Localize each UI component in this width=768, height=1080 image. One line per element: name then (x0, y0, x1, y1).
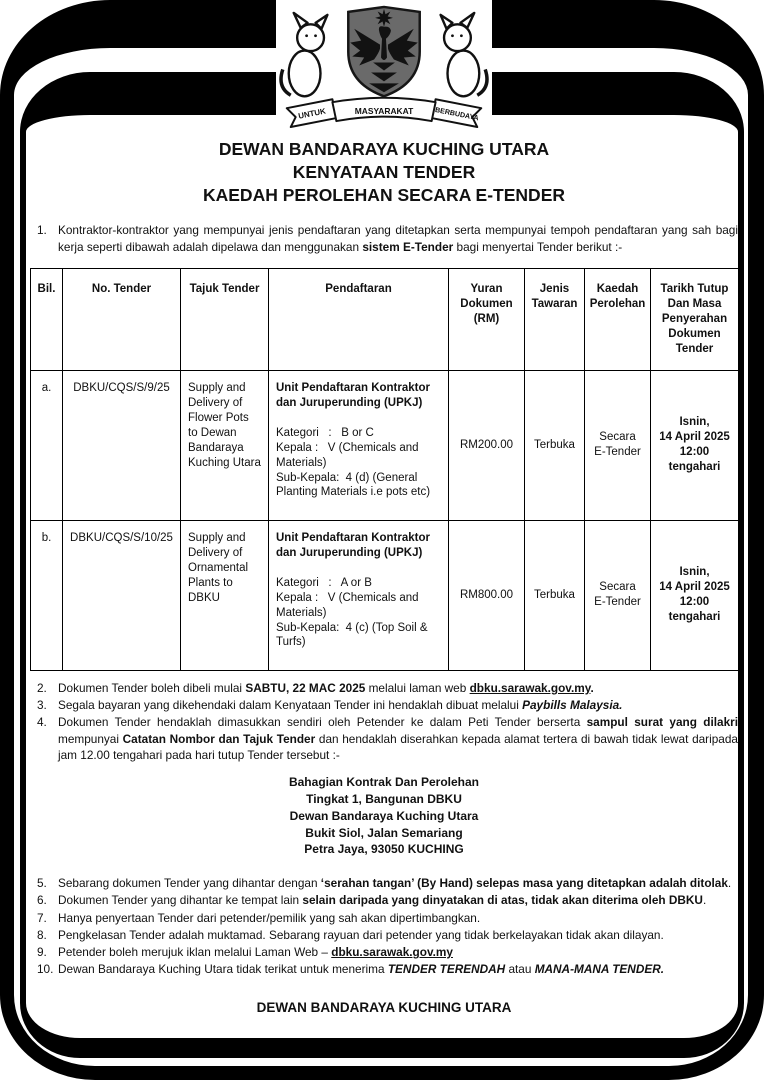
cell-tajuk: Supply and Delivery of Flower Pots to Dewan Bandaraya Kuching Utara (181, 370, 269, 520)
col-header-kaedah: Kaedah Perolehan (585, 268, 651, 370)
cell-tarikh: Isnin, 14 April 2025 12:00 tengahari (651, 370, 739, 520)
motto-left-text: UNTUK (297, 106, 327, 121)
city-crest (276, 0, 492, 129)
clause-6 (30, 892, 738, 908)
web-link[interactable]: dbku.sarawak.gov.my (331, 945, 453, 960)
clause-5 (30, 875, 738, 891)
col-header-tarikh: Tarikh Tutup Dan Masa Penyerahan Dokumen Tender (651, 268, 739, 370)
cell-bil: a. (31, 370, 63, 520)
cell-bil: b. (31, 520, 63, 670)
notes-5-to-10 (30, 875, 738, 978)
clause-7 (30, 910, 738, 926)
clause-1 (30, 222, 738, 255)
cell-tarikh: Isnin, 14 April 2025 12:00 tengahari (651, 520, 739, 670)
clause-number: 10. (37, 962, 54, 977)
clause-text: Hanya penyertaan Tender dari petender/pemilik yang sah akan dipertimbangkan. (58, 910, 481, 925)
cell-yuran: RM800.00 (449, 520, 525, 670)
table-header-row (31, 268, 739, 370)
document-title (30, 138, 738, 207)
cell-yuran: RM200.00 (449, 370, 525, 520)
cell-kaedah: Secara E-Tender (585, 520, 651, 670)
col-header-bil: Bil. (31, 268, 63, 370)
clause-text: Dokumen Tender hendaklah dimasukkan sendiri oleh Petender ke dalam Peti Tender berserta sampul surat yang dilakri mempunyai Catatan Nombor dan Tajuk Tender dan hendaklah diserahkan kepada alamat tertera di bawah tidak lewat daripada jam 12.00 tengahari pada hari tutup Tender tersebut :- (58, 715, 738, 762)
title-line-1: DEWAN BANDARAYA KUCHING UTARA (218, 139, 550, 159)
clause-number: 3. (37, 698, 47, 713)
clause-text: Pengkelasan Tender adalah muktamad. Sebarang rayuan dari petender yang tidak berkelayakan tidak akan dilayan. (58, 927, 664, 942)
clause-8 (30, 927, 738, 943)
table-row-a (31, 370, 739, 520)
address-line: Bukit Siol, Jalan Semariang (305, 825, 463, 840)
clause-number: 5. (37, 876, 47, 891)
clause-number: 1. (37, 223, 47, 238)
clause-number: 6. (37, 893, 47, 908)
address-line: Dewan Bandaraya Kuching Utara (289, 808, 479, 823)
cell-jenis: Terbuka (525, 520, 585, 670)
clause-text: Dokumen Tender yang dihantar ke tempat lain selain daripada yang dinyatakan di atas, tidak akan diterima oleh DBKU. (58, 893, 707, 908)
cell-tajuk: Supply and Delivery of Ornamental Plants to DBKU (181, 520, 269, 670)
clause-text: Kontraktor-kontraktor yang mempunyai jenis pendaftaran yang ditetapkan serta mempunyai tempoh pendaftaran yang sah bagi kerja seperti dibawah adalah dipelawa dan menggunakan sistem E-Tender bagi menyertai Tender berikut :- (58, 223, 738, 254)
pendaftaran-kategori: Kategori : A or B (276, 576, 372, 589)
cell-pendaftaran (269, 520, 449, 670)
web-link[interactable]: dbku.sarawak.gov.my (469, 680, 591, 695)
pendaftaran-sub-kepala: Sub-Kepala: 4 (d) (General Planting Materials i.e pots etc) (276, 471, 431, 499)
clause-4 (30, 714, 738, 763)
pendaftaran-kepala: Kepala : V (Chemicals and Materials) (276, 591, 422, 619)
cat-right-icon (441, 13, 487, 96)
shield-icon (348, 7, 419, 96)
pendaftaran-kepala: Kepala : V (Chemicals and Materials) (276, 441, 422, 469)
cell-jenis: Terbuka (525, 370, 585, 520)
col-header-jenis: Jenis Tawaran (525, 268, 585, 370)
title-line-2: KENYATAAN TENDER (292, 162, 476, 183)
clause-text: Sebarang dokumen Tender yang dihantar dengan ‘serahan tangan’ (By Hand) selepas masa yang ditetapkan adalah ditolak. (58, 876, 732, 891)
title-line-3: KAEDAH PEROLEHAN SECARA E-TENDER (202, 185, 565, 206)
address-line: Bahagian Kontrak Dan Perolehan (288, 775, 480, 790)
pendaftaran-unit: Unit Pendaftaran Kontraktor dan Juruperunding (UPKJ) (276, 531, 430, 559)
clause-number: 2. (37, 680, 47, 695)
col-header-pendaftaran: Pendaftaran (269, 268, 449, 370)
clause-9 (30, 944, 738, 960)
motto-center-text: MASYARAKAT (354, 106, 414, 117)
clause-text: Petender boleh merujuk iklan melalui Laman Web – dbku.sarawak.gov.my (58, 945, 453, 960)
pendaftaran-unit: Unit Pendaftaran Kontraktor dan Juruperunding (UPKJ) (276, 381, 430, 409)
cell-kaedah: Secara E-Tender (585, 370, 651, 520)
clause-number: 4. (37, 715, 47, 730)
clause-number: 7. (37, 910, 47, 925)
star-icon (375, 9, 393, 27)
col-header-yuran: Yuran Dokumen (RM) (449, 268, 525, 370)
clause-3 (30, 697, 738, 713)
clause-10 (30, 961, 738, 977)
address-line: Petra Jaya, 93050 KUCHING (304, 842, 464, 857)
city-crest-graphic (276, 0, 492, 129)
pendaftaran-kategori: Kategori : B or C (276, 426, 374, 439)
clause-text: Segala bayaran yang dikehendaki dalam Kenyataan Tender ini hendaklah dibuat melalui Paybills Malaysia. (58, 698, 623, 713)
tender-table (30, 268, 739, 671)
table-row-b (31, 520, 739, 670)
pendaftaran-sub-kepala: Sub-Kepala: 4 (c) (Top Soil & Turfs) (276, 621, 431, 649)
cat-left-icon (281, 13, 327, 96)
motto-banner (287, 98, 481, 127)
clause-number: 8. (37, 927, 47, 942)
footer-organization-name: DEWAN BANDARAYA KUCHING UTARA (256, 999, 512, 1015)
notes-2-to-4 (30, 680, 738, 763)
col-header-no-tender: No. Tender (63, 268, 181, 370)
clause-2 (30, 680, 738, 696)
submission-address (30, 774, 738, 858)
col-header-tajuk: Tajuk Tender (181, 268, 269, 370)
document-content (30, 115, 738, 1044)
cell-pendaftaran (269, 370, 449, 520)
motto-right-text: BERBUDAYA (434, 105, 480, 123)
clause-number: 9. (37, 945, 47, 960)
cell-no-tender: DBKU/CQS/S/10/25 (63, 520, 181, 670)
clause-text: Dokumen Tender boleh dibeli mulai SABTU, 22 MAC 2025 melalui laman web dbku.sarawak.gov.my. (58, 680, 594, 695)
address-line: Tingkat 1, Bangunan DBKU (306, 791, 462, 806)
cell-no-tender: DBKU/CQS/S/9/25 (63, 370, 181, 520)
clause-text: Dewan Bandaraya Kuching Utara tidak terikat untuk menerima TENDER TERENDAH atau MANA-MANA TENDER. (58, 962, 665, 977)
